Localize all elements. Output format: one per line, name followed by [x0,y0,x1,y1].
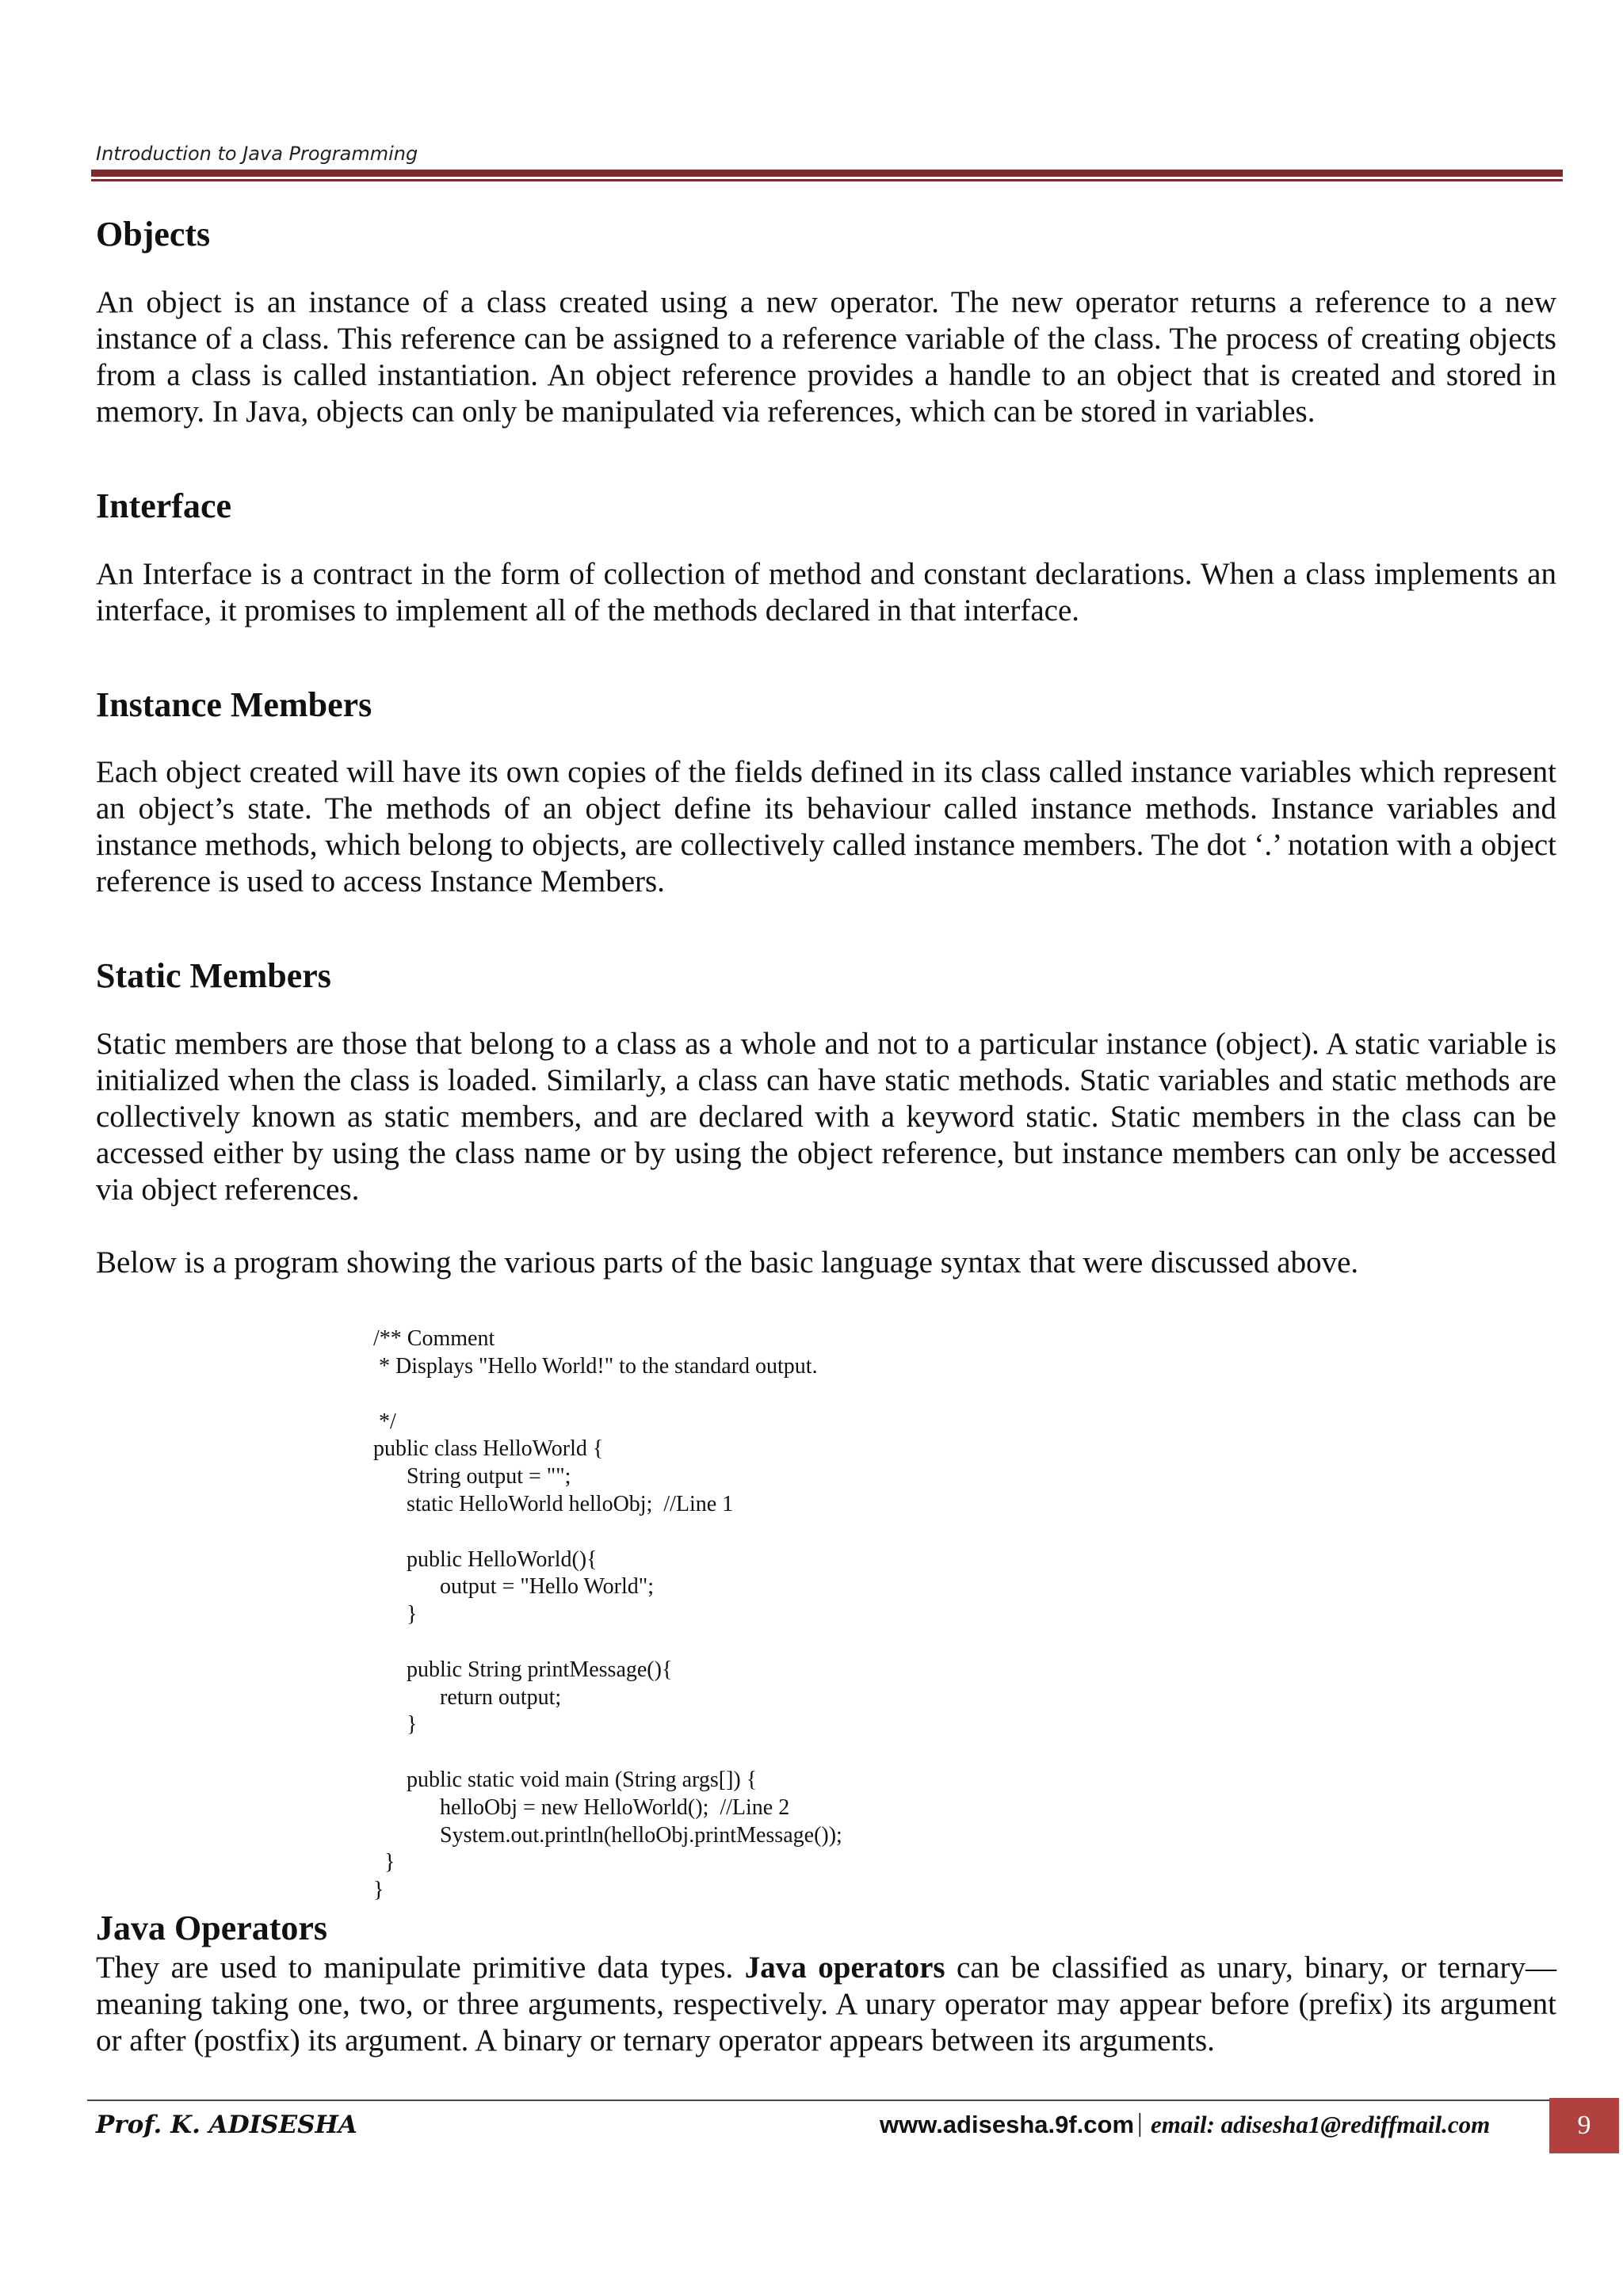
heading-interface: Interface [96,486,232,525]
paragraph-interface: An Interface is a contract in the form of collection of method and constant declarations. When a class implements an interface, it promises to implement all of the methods declared in that interface. [96,556,1556,627]
page-number: 9 [1577,2111,1591,2140]
section-interface [96,486,1556,629]
code-sample: /** Comment * Displays "Hello World!" to the standard output. */ public class HelloWorld { String output = ""; static HelloWorld helloObj; //Line 1 public HelloWorld(){ output = "Hello World"; } public String printMessage(){ return output; } public static void main (String args[]) { helloObj = new HelloWorld(); //Line 2 System.out.println(helloObj.printMessage()); } } [373,1326,842,1903]
paragraph-java-operators [96,1950,1556,2059]
paragraph-instance-members: Each object created will have its own copies of the fields defined in its class called instance variables which represent an object’s state. The methods of an object define its behaviour called instance methods. Instance variables and instance methods, which belong to objects, are collectively called instance members. The dot ‘.’ notation with a object reference is used to access Instance Members. [96,755,1556,899]
section-static-members [96,955,1556,1208]
operators-text-bold: Java operators [744,1950,945,1985]
operators-text-before: They are used to manipulate primitive data types. [96,1950,745,1985]
heading-java-operators: Java Operators [96,1908,328,1947]
section-objects [96,214,1556,430]
operators-text-after: can be classified as unary, binary, or ternary—meaning taking one, two, or three arguments, respectively. A unary operator may appear before (prefix) its argument or after (postfix) its argument. A binary or ternary operator appears between its arguments. [96,1950,1556,2058]
heading-objects: Objects [96,215,211,254]
page-number-badge [1549,2098,1619,2153]
footer-rule [87,2100,1549,2101]
paragraph-objects: An object is an instance of a class created using a new operator. The new operator returns a reference to a new instance of a class. This reference can be assigned to a reference variable of the class. The process of creating objects from a class is called instantiation. An object reference provides a handle to an object that is created and stored in memory. In Java, objects can only be manipulated via references, which can be stored in variables. [96,284,1556,429]
header-rule-thin [91,179,1563,181]
heading-static-members: Static Members [96,956,331,996]
section-instance-members [96,685,1556,901]
running-header-title: Introduction to Java Programming [96,143,418,165]
header-rule-thick [91,170,1563,177]
heading-instance-members: Instance Members [96,685,372,724]
section-java-operators [96,1908,1556,2059]
footer-email: email: adisesha1@rediffmail.com [1151,2111,1491,2138]
footer-website: www.adisesha.9f.com [880,2111,1135,2138]
footer-separator: | [1137,2109,1143,2138]
footer-author: Prof. K. ADISESHA [96,2111,357,2139]
paragraph-static-members: Static members are those that belong to a class as a whole and not to a particular instance (object). A static variable is initialized when the class is loaded. Similarly, a class can have static methods. Static variables and static methods are collectively known as static members, and are declared with a keyword static. Static members in the class can be accessed either by using the class name or by using the object reference, but instance members can only be accessed via object references. [96,1027,1556,1207]
paragraph-program-intro: Below is a program showing the various parts of the basic language syntax that were discussed above. [96,1245,1359,1280]
page-content [96,214,1556,2059]
